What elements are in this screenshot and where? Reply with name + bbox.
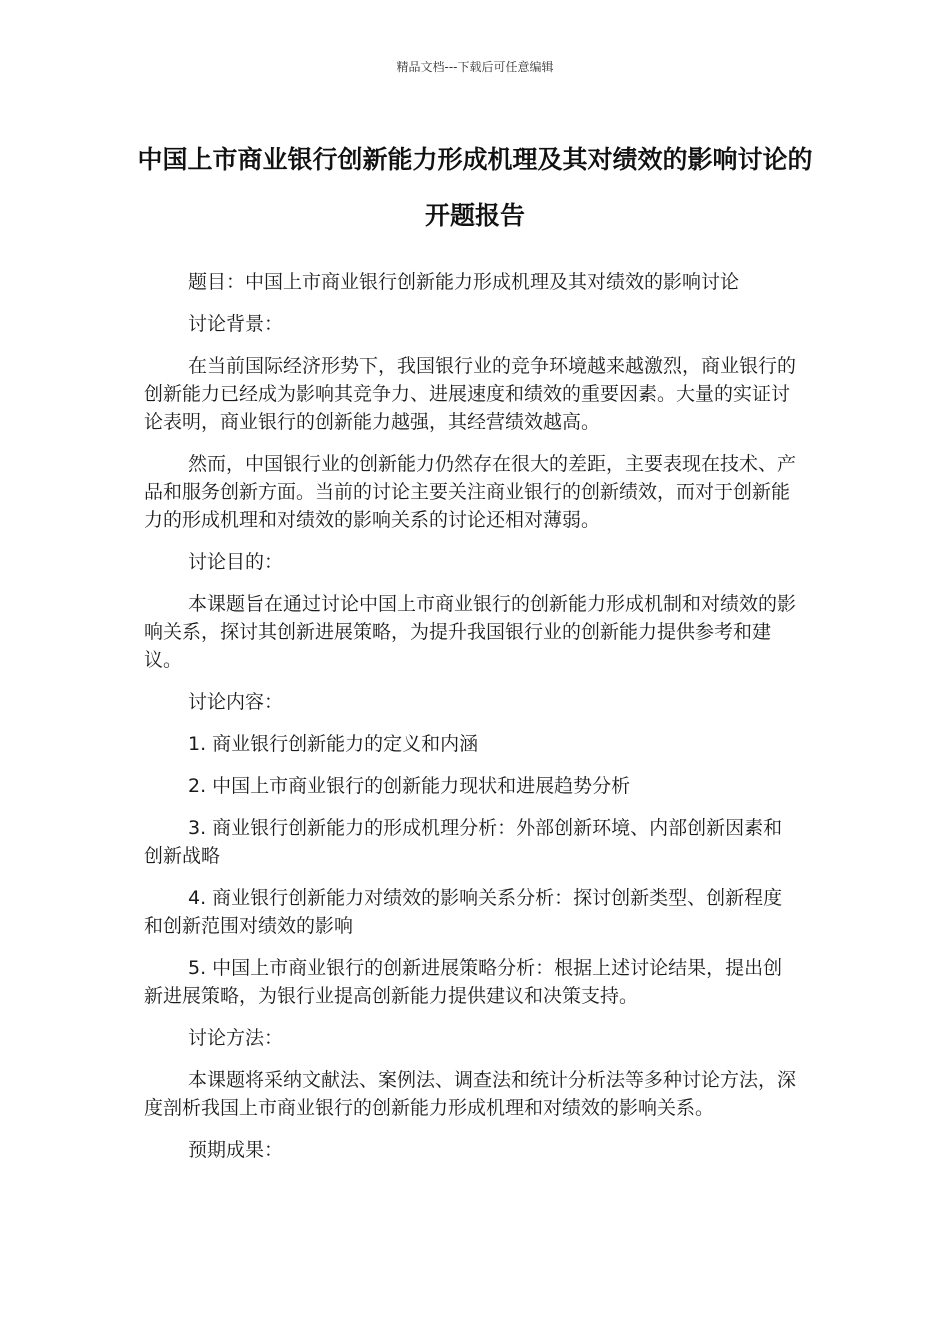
list-item: 3. 商业银行创新能力的形成机理分析：外部创新环境、内部创新因素和创新战略 — [144, 817, 783, 867]
list-item: 5. 中国上市商业银行的创新进展策略分析：根据上述讨论结果，提出创新进展策略，为银行业提高创新能力提供建议和决策支持。 — [144, 957, 783, 1007]
document-title: 中国上市商业银行创新能力形成机理及其对绩效的影响讨论的开题报告 — [137, 145, 813, 230]
section-heading-content: 讨论内容： — [188, 691, 284, 713]
list-item: 1. 商业银行创新能力的定义和内涵 — [188, 733, 479, 755]
header-note: 精品文档---下载后可任意编辑 — [396, 60, 554, 74]
section-heading-purpose: 讨论目的： — [188, 551, 284, 573]
list-item: 2. 中国上市商业银行的创新能力现状和进展趋势分析 — [188, 775, 631, 797]
section-heading-expected-results: 预期成果： — [188, 1139, 284, 1161]
paragraph: 本课题将采纳文献法、案例法、调查法和统计分析法等多种讨论方法，深度剖析我国上市商业银行的创新能力形成机理和对绩效的影响关系。 — [144, 1069, 797, 1119]
section-heading-background: 讨论背景： — [188, 313, 284, 335]
paragraph: 然而，中国银行业的创新能力仍然存在很大的差距，主要表现在技术、产品和服务创新方面。当前的讨论主要关注商业银行的创新绩效，而对于创新能力的形成机理和对绩效的影响关系的讨论还相对薄弱。 — [144, 453, 797, 531]
topic-line: 题目：中国上市商业银行创新能力形成机理及其对绩效的影响讨论 — [188, 271, 740, 293]
paragraph: 本课题旨在通过讨论中国上市商业银行的创新能力形成机制和对绩效的影响关系，探讨其创新进展策略，为提升我国银行业的创新能力提供参考和建议。 — [144, 593, 797, 671]
paragraph: 在当前国际经济形势下，我国银行业的竞争环境越来越激烈，商业银行的创新能力已经成为影响其竞争力、进展速度和绩效的重要因素。大量的实证讨论表明，商业银行的创新能力越强，其经营绩效越高。 — [144, 355, 797, 433]
section-heading-method: 讨论方法： — [188, 1027, 284, 1049]
document-body — [144, 268, 800, 1178]
list-item: 4. 商业银行创新能力对绩效的影响关系分析：探讨创新类型、创新程度和创新范围对绩效的影响 — [144, 887, 783, 937]
